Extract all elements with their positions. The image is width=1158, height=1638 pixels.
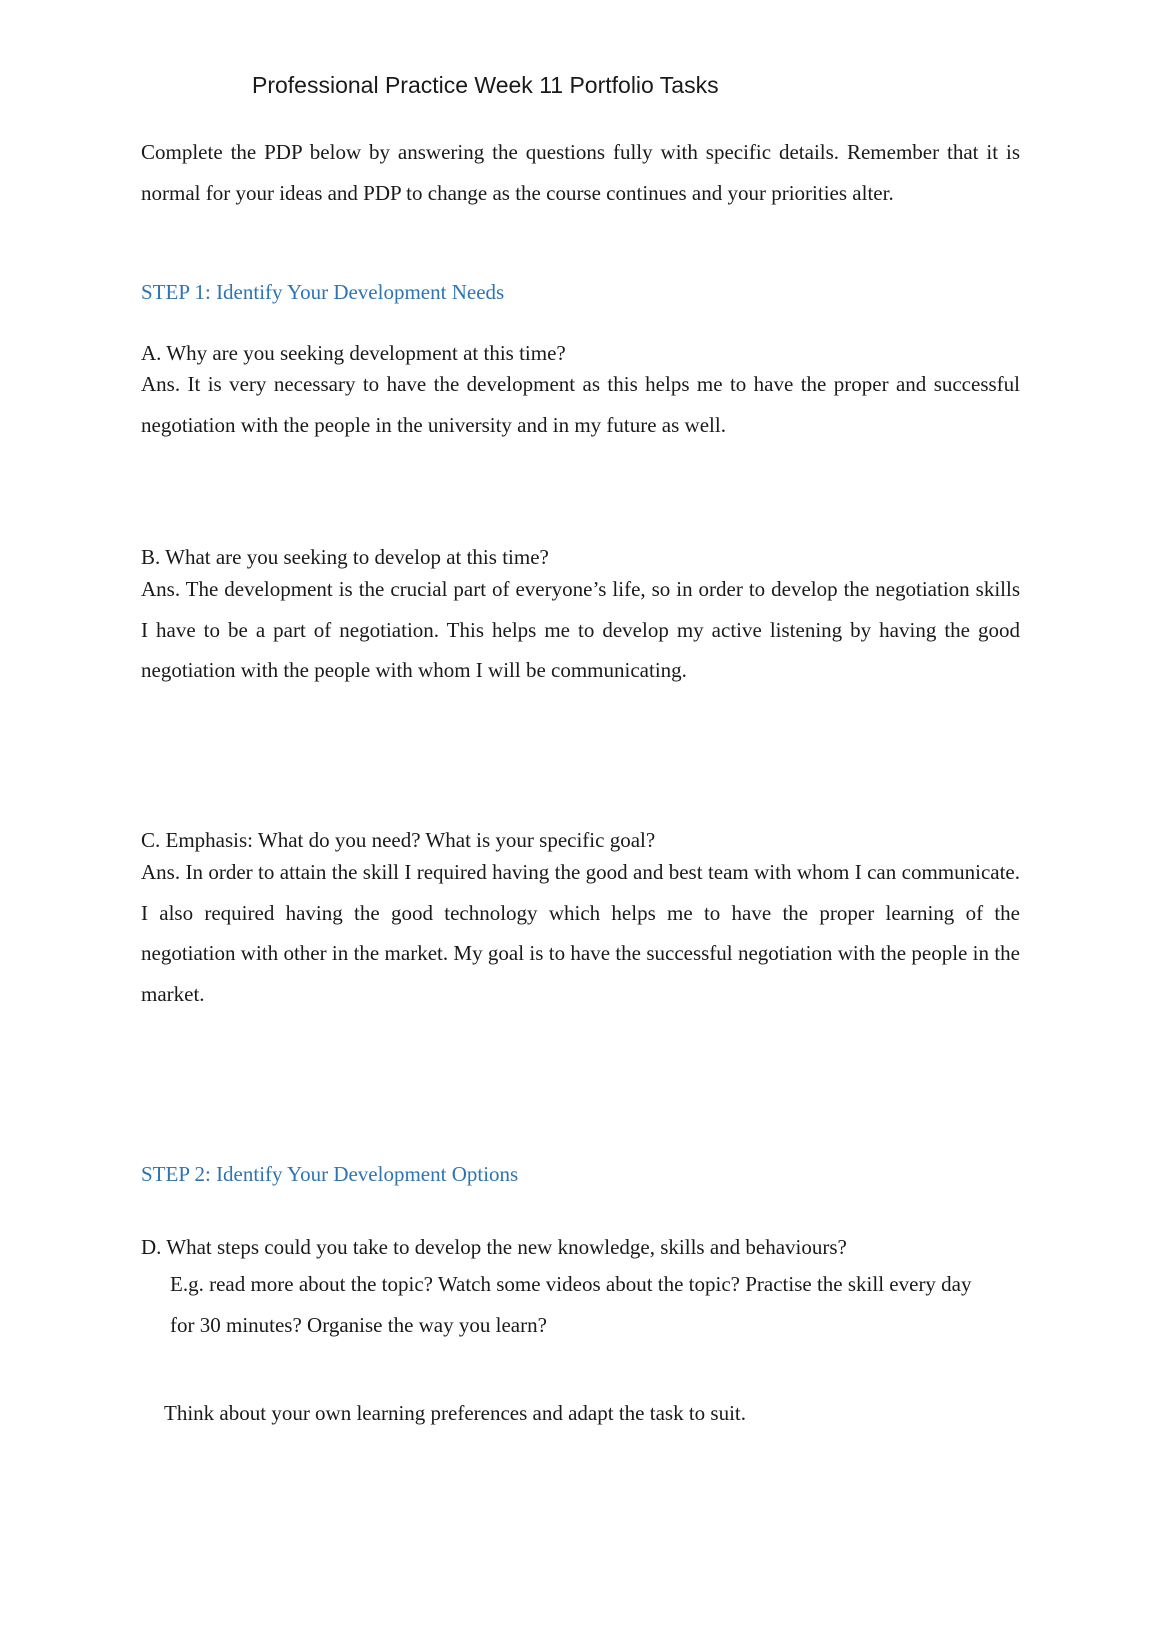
- question-a: A. Why are you seeking development at this time?: [141, 341, 566, 365]
- step1-heading: STEP 1: Identify Your Development Needs: [141, 280, 505, 304]
- intro-paragraph: Complete the PDP below by answering the questions fully with specific details. Remember that it is normal for your ideas and PDP to change as the course continues and your priorities alter.: [141, 140, 1020, 205]
- document-title: Professional Practice Week 11 Portfolio Tasks: [252, 72, 719, 98]
- learning-preferences-note: Think about your own learning preferences and adapt the task to suit.: [164, 1401, 746, 1425]
- question-b: B. What are you seeking to develop at this time?: [141, 545, 549, 569]
- answer-b: Ans. The development is the crucial part of everyone’s life, so in order to develop the negotiation skills I have to be a part of negotiation. This helps me to develop my active listening by having the good negotiation with the people with whom I will be communicating.: [141, 577, 1020, 682]
- question-c: C. Emphasis: What do you need? What is your specific goal?: [141, 828, 656, 852]
- example-suggestions: E.g. read more about the topic? Watch some videos about the topic? Practise the skill every day for 30 minutes? Organise the way you learn?: [170, 1272, 972, 1337]
- step2-heading: STEP 2: Identify Your Development Options: [141, 1162, 519, 1186]
- answer-c: Ans. In order to attain the skill I required having the good and best team with whom I can communicate. I also required having the good technology which helps me to have the proper learning of the negotiation with other in the market. My goal is to have the successful negotiation with the people in the market.: [141, 860, 1020, 1006]
- question-d: D. What steps could you take to develop the new knowledge, skills and behaviours?: [141, 1235, 847, 1259]
- answer-a: Ans. It is very necessary to have the development as this helps me to have the proper and successful negotiation with the people in the university and in my future as well.: [141, 372, 1020, 437]
